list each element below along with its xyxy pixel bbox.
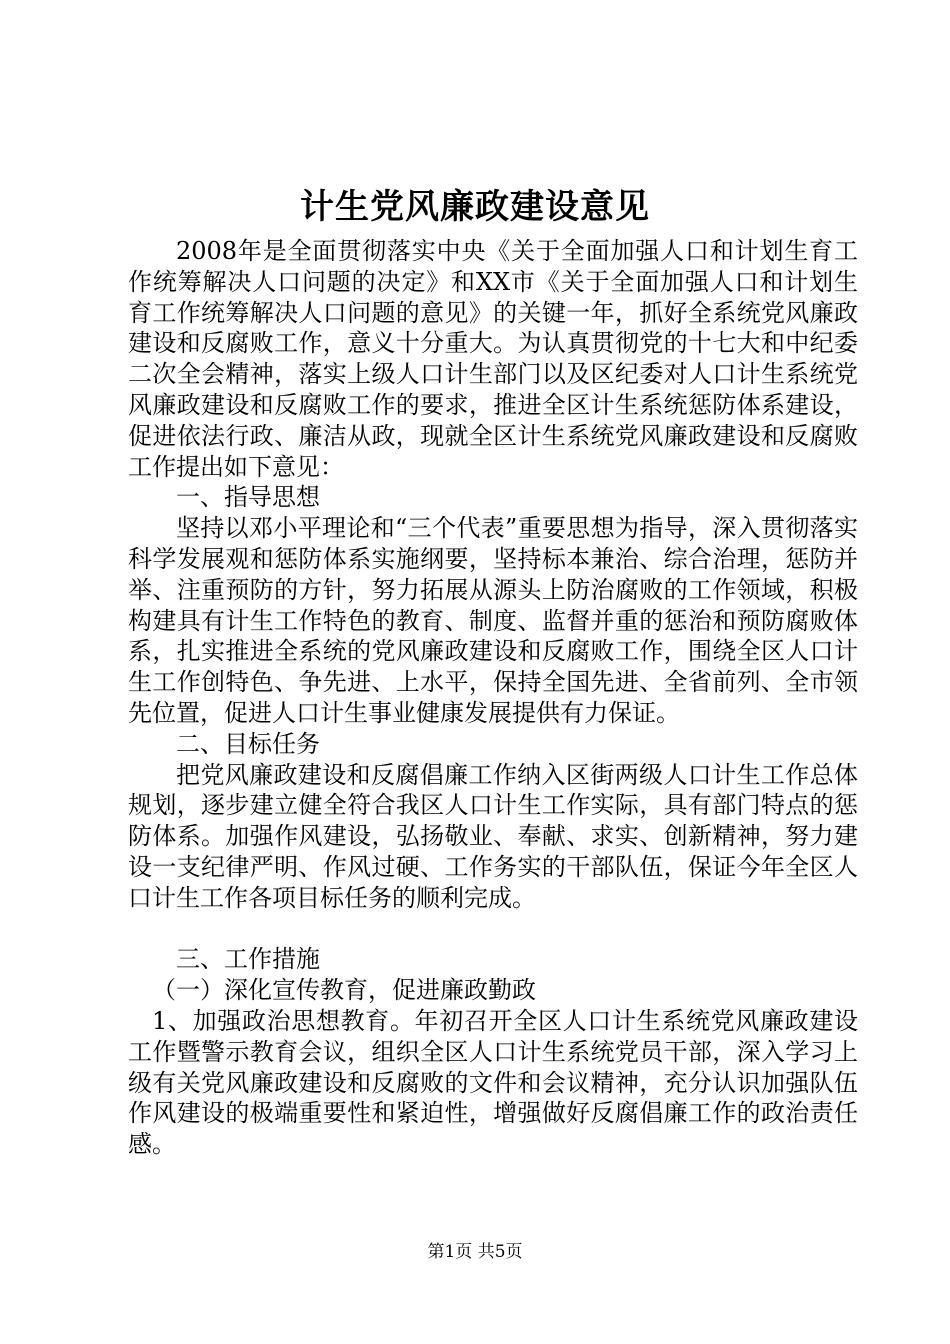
goals-paragraph: 把党风廉政建设和反腐倡廉工作纳入区街两级人口计生工作总体规划，逐步建立健全符合我区人口计生工作实际，具有部门特点的惩防体系。加强作风建设，弘扬敬业、奉献、求实、创新精神，努力建设一支纪律严明、作风过硬、工作务实的干部队伍，保证今年全区人口计生工作各项目标任务的顺利完成。 [128,760,858,912]
measure-item-1-paragraph: 1、加强政治思想教育。年初召开全区人口计生系统党风廉政建设工作暨警示教育会议，组织全区人口计生系统党员干部，深入学习上级有关党风廉政建设和反腐败的文件和会议精神，充分认识加强队伍作风建设的极端重要性和紧迫性，增强做好反腐倡廉工作的政治责任感。 [128,1006,858,1159]
guiding-ideology-paragraph: 坚持以邓小平理论和“三个代表”重要思想为指导，深入贯彻落实科学发展观和惩防体系实施纲要，坚持标本兼治、综合治理，惩防并举、注重预防的方针，努力拓展从源头上防治腐败的工作领域，积极构建具有计生工作特色的教育、制度、监督并重的惩治和预防腐败体系，扎实推进全系统的党风廉政建设和反腐败工作，围绕全区人口计生工作创特色、争先进、上水平，保持全国先进、全省前列、全市领先位置，促进人口计生事业健康发展提供有力保证。 [128,514,858,727]
intro-paragraph: 2008年是全面贯彻落实中央《关于全面加强人口和计划生育工作统筹解决人口问题的决定》和XX市《关于全面加强人口和计划生育工作统筹解决人口问题的意见》的关键一年，抓好全系统党风廉政建设和反腐败工作，意义十分重大。为认真贯彻党的十七大和中纪委二次全会精神，落实上级人口计生部门以及区纪委对人口计生系统党风廉政建设和反腐败工作的要求，推进全区计生系统惩防体系建设，促进依法行政、廉洁从政，现就全区计生系统党风廉政建设和反腐败工作提出如下意见： [128,237,858,481]
section-heading-goals: 二、目标任务 [176,729,320,758]
document-body [128,236,858,1160]
subsection-heading-education: （一）深化宣传教育，促进廉政勤政 [152,976,536,1005]
section-heading-measures: 三、工作措施 [176,945,320,974]
section-heading-guiding-ideology: 一、指导思想 [176,483,320,512]
paragraph-spacer [128,914,858,945]
page-number-footer: 第1页 共5页 [427,1242,523,1262]
document-title: 计生党风廉政建设意见 [300,187,650,227]
